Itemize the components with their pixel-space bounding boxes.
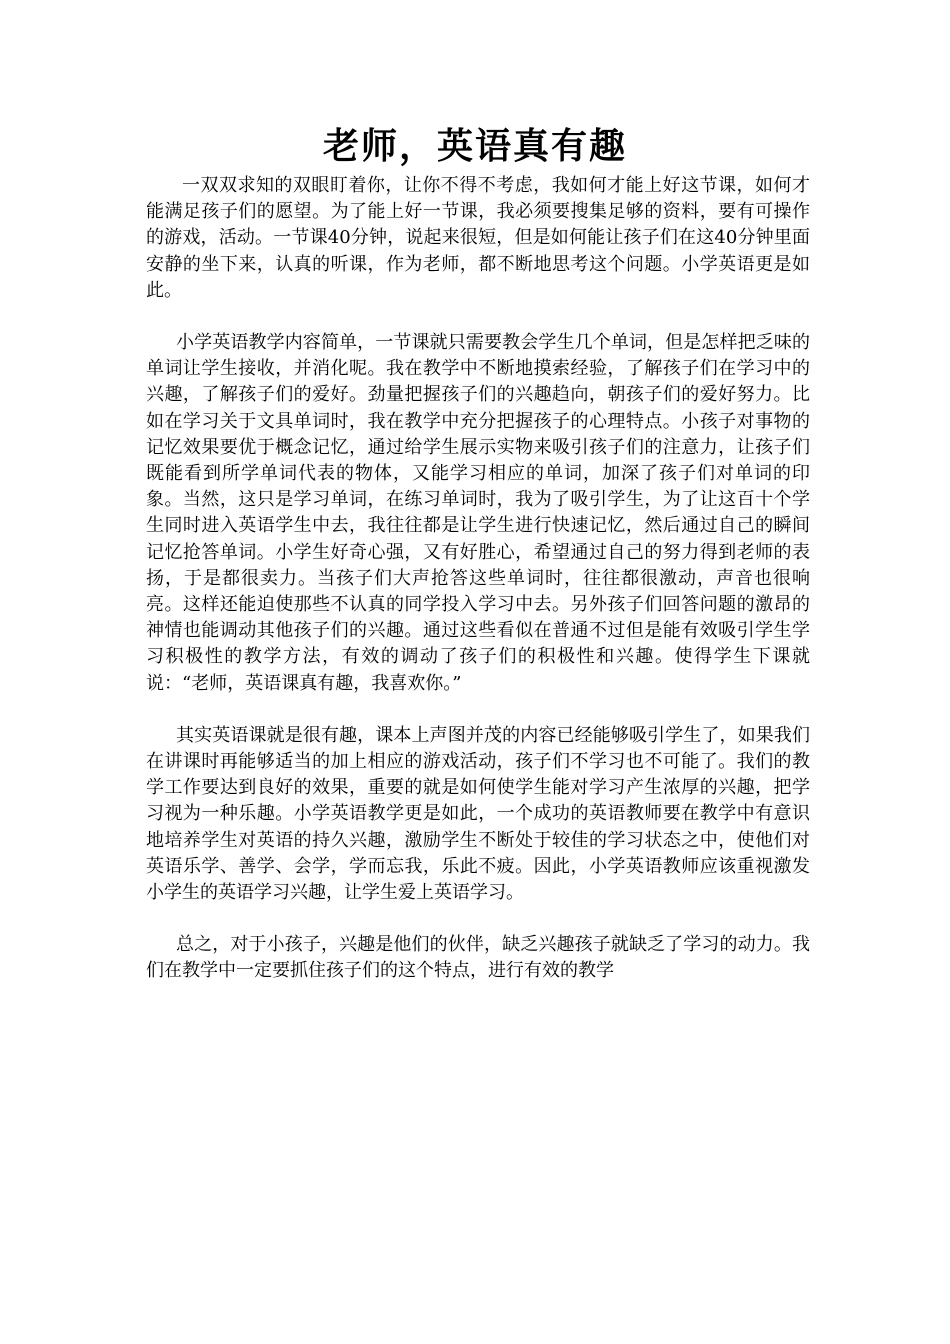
paragraph-2: 小学英语教学内容简单，一节课就只需要教会学生几个单词，但是怎样把乏味的单词让学生接收，并消化呢。我在教学中不断地摸索经验，了解孩子们在学习中的兴趣，了解孩子们的爱好。劲量把握孩子们的兴趣趋向，朝孩子们的爱好努力。比如在学习关于文具单词时，我在教学中充分把握孩子的心理特点。小孩子对事物的记忆效果要优于概念记忆，通过给学生展示实物来吸引孩子们的注意力，让孩子们既能看到所学单词代表的物体，又能学习相应的单词，加深了孩子们对单词的印象。当然，这只是学习单词，在练习单词时，我为了吸引学生，为了让这百十个学生同时进入英语学生中去，我往往都是让学生进行快速记忆，然后通过自己的瞬间记忆抢答单词。小学生好奇心强，又有好胜心，希望通过自己的努力得到老师的表扬，于是都很卖力。当孩子们大声抢答这些单词时，往往都很激动，声音也很响亮。这样还能迫使那些不认真的同学投入学习中去。另外孩子们回答问题的激昂的神情也能调动其他孩子们的兴趣。通过这些看似在普通不过但是能有效吸引学生学习积极性的教学方法，有效的调动了孩子们的积极性和兴趣。使得学生下课就说：“老师，英语课真有趣，我喜欢你。” bbox=[146, 332, 810, 694]
paragraph-spacer bbox=[146, 906, 810, 932]
paragraph-4: 总之，对于小孩子，兴趣是他们的伙伴，缺乏兴趣孩子就缺乏了学习的动力。我们在教学中一定要抓住孩子们的这个特点，进行有效的教学 bbox=[146, 934, 810, 982]
document-body bbox=[146, 173, 810, 985]
document-title: 老师，英语真有趣 bbox=[322, 126, 627, 167]
paragraph-3: 其实英语课就是很有趣，课本上声图并茂的内容已经能够吸引学生了，如果我们在讲课时再能够适当的加上相应的游戏活动，孩子们不学习也不可能了。我们的教学工作要达到良好的效果，重要的就是如何使学生能对学习产生浓厚的兴趣，把学习视为一种乐趣。小学英语教学更是如此，一个成功的英语教师要在教学中有意识地培养学生对英语的持久兴趣，激励学生不断处于较佳的学习状态之中，使他们对英语乐学、善学、会学，学而忘我，乐此不疲。因此，小学英语教师应该重视激发小学生的英语学习兴趣，让学生爱上英语学习。 bbox=[146, 724, 810, 904]
paragraph-spacer bbox=[146, 304, 810, 330]
paragraph-spacer bbox=[146, 697, 810, 723]
paragraph-1: 一双双求知的双眼盯着你，让你不得不考虑，我如何才能上好这节课，如何才能满足孩子们的愿望。为了能上好一节课，我必须要搜集足够的资料，要有可操作的游戏，活动。一节课40分钟，说起来很短，但是如何能让孩子们在这40分钟里面安静的坐下来，认真的听课，作为老师，都不断地思考这个问题。小学英语更是如此。 bbox=[146, 175, 810, 301]
